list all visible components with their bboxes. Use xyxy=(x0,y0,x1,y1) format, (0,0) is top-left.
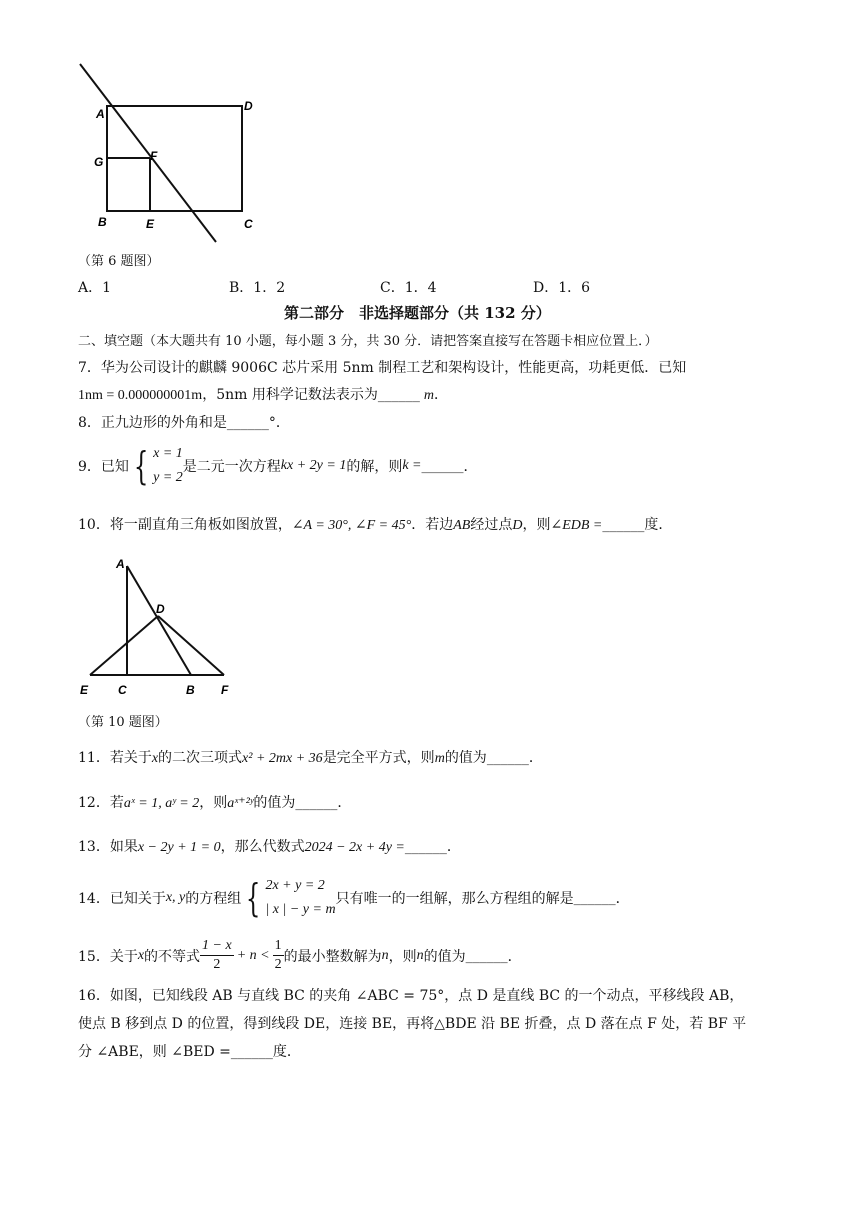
fig6-label-f: F xyxy=(150,149,158,163)
q9-mid: 是二元一次方程 xyxy=(182,459,281,475)
q12-condition: aˣ = 1, aʸ = 2 xyxy=(123,796,200,811)
q11-answer-blank: ______ xyxy=(486,750,529,766)
q9-pre: 9．已知 xyxy=(78,459,129,475)
question-10 xyxy=(78,514,672,534)
q16-answer-blank: ______ xyxy=(230,1044,273,1060)
q15-n1: n xyxy=(381,947,389,963)
q14-brace: { xyxy=(246,876,261,920)
q7-unit: m xyxy=(423,388,434,403)
q10-mid2: 经过点 xyxy=(470,517,513,533)
q15-numerator-left: 1 − x xyxy=(200,937,234,956)
q15-n2: n xyxy=(416,947,424,963)
q9-system xyxy=(153,442,183,490)
figure-question-6 xyxy=(78,60,278,250)
q12-expression: aˣ⁺²ʸ xyxy=(227,796,254,811)
fig6-label-b: B xyxy=(98,215,107,229)
q9-eq1: x = 1 xyxy=(153,446,183,461)
q13-end: ． xyxy=(446,839,461,855)
fig6-label-a: A xyxy=(96,107,105,121)
q7-nm-equation: 1nm = 0.000000001m xyxy=(78,388,203,403)
question-13 xyxy=(78,836,461,856)
fig6-label-c: C xyxy=(244,217,253,231)
q14-post: 只有唯一的一组解，那么方程组的解是 xyxy=(335,891,574,907)
q12-pre: 12．若 xyxy=(78,795,124,811)
q15-end: ． xyxy=(507,948,522,965)
q8-answer-blank: ______ xyxy=(226,415,269,431)
q8-end: °． xyxy=(268,415,290,431)
question-16-line3 xyxy=(78,1041,301,1061)
q10-ab: AB xyxy=(453,518,471,533)
fig10-line-ed xyxy=(90,616,158,675)
q12-end: ． xyxy=(337,795,352,811)
question-8 xyxy=(78,412,290,432)
q15-post3: 的值为 xyxy=(423,948,466,965)
q9-brace: { xyxy=(133,444,149,488)
q8-text: 8．正九边形的外角和是 xyxy=(78,415,227,431)
fig10-label-c: C xyxy=(118,683,127,697)
q9-post: 的解，则 xyxy=(346,459,403,475)
question-11 xyxy=(78,747,543,767)
fig6-label-g: G xyxy=(94,155,104,169)
q15-denominator-left: 2 xyxy=(213,957,221,972)
q13-expression: 2024 − 2x + 4y = xyxy=(304,840,405,855)
fig10-line-ab xyxy=(127,566,191,675)
question-7-line1: 7．华为公司设计的麒麟 9006C 芯片采用 5nm 制程工艺和架构设计，性能更高，功耗更低．已知 xyxy=(78,360,687,376)
fig10-label-a: A xyxy=(116,557,125,571)
q15-x: x xyxy=(137,947,145,963)
q9-eq2: y = 2 xyxy=(153,470,183,485)
q10-answer-blank: ______ xyxy=(602,517,645,533)
fig10-caption: （第 10 题图） xyxy=(78,715,168,730)
q10-target: ∠EDB = xyxy=(550,518,603,533)
q11-pre: 11．若关于 xyxy=(78,750,152,766)
q13-mid: ，那么代数式 xyxy=(220,839,305,855)
q15-pre: 15．关于 xyxy=(78,948,138,965)
question-16-line2: 使点 B 移到点 D 的位置，得到线段 DE，连接 BE，再将△BDE 沿 BE 折叠，点 D 落在点 F 处，若 BF 平 xyxy=(78,1016,747,1032)
fig6-label-d: D xyxy=(244,99,253,113)
question-14 xyxy=(78,874,630,922)
figure-question-10 xyxy=(76,552,246,702)
question-9 xyxy=(78,442,478,490)
q9-end: ． xyxy=(463,459,478,475)
q12-mid: ，则 xyxy=(199,795,228,811)
fig6-caption: （第 6 题图） xyxy=(78,254,160,269)
q9-answer-blank: ______ xyxy=(421,458,464,474)
q15-post2: ，则 xyxy=(388,948,417,965)
q14-end: ． xyxy=(615,891,630,907)
q16-line3-end: 度． xyxy=(272,1044,301,1060)
q15-denominator-right: 2 xyxy=(274,957,282,972)
fig6-label-e: E xyxy=(146,217,155,231)
q6-option-a: A．1 xyxy=(78,280,112,296)
part2-title: 第二部分 非选择题部分（共 132 分） xyxy=(284,304,551,322)
q10-d: D xyxy=(512,518,523,533)
q14-eq1: 2x + y = 2 xyxy=(265,878,325,893)
fig10-line-df xyxy=(158,616,224,675)
q14-system xyxy=(265,874,335,922)
q7-end: ． xyxy=(433,387,448,403)
fig10-label-f: F xyxy=(221,683,229,697)
fig10-label-e: E xyxy=(80,683,89,697)
q15-fraction-right xyxy=(273,937,284,974)
q15-numerator-right: 1 xyxy=(273,937,284,956)
q11-mid2: 是完全平方式，则 xyxy=(322,750,435,766)
q9-var: k = xyxy=(402,458,422,473)
fig10-label-b: B xyxy=(186,683,195,697)
q11-mid: 的二次三项式 xyxy=(158,750,243,766)
q15-post: 的最小整数解为 xyxy=(283,948,382,965)
q10-angles: ∠A = 30°, ∠F = 45° xyxy=(291,518,412,533)
q6-option-c: C．1．4 xyxy=(380,280,437,296)
q16-line3-text: 分 ∠ABE，则 ∠BED = xyxy=(78,1044,231,1060)
q12-post: 的值为 xyxy=(253,795,296,811)
question-15 xyxy=(78,937,522,974)
q14-eq2: | x | − y = m xyxy=(265,902,336,917)
q14-answer-blank: ______ xyxy=(573,890,616,906)
q10-mid: ．若边 xyxy=(411,517,454,533)
q15-answer-blank: ______ xyxy=(465,947,508,964)
q10-mid3: ，则 xyxy=(522,517,551,533)
q14-vars: x, y xyxy=(165,890,186,905)
q11-expression: x² + 2mx + 36 xyxy=(242,751,323,766)
q6-option-d: D．1．6 xyxy=(533,280,591,296)
q11-end: ． xyxy=(528,750,543,766)
q15-plus-n: + n < xyxy=(236,947,270,963)
q7-comma: ， xyxy=(202,387,217,403)
q15-fraction-left xyxy=(200,937,234,974)
question-16-line1: 16．如图，已知线段 AB 与直线 BC 的夹角 ∠ABC = 75°，点 D 是直线 BC 的一个动点，平移线段 AB， xyxy=(78,988,744,1004)
q14-pre: 14．已知关于 xyxy=(78,891,166,907)
q13-pre: 13．如果 xyxy=(78,839,138,855)
q11-post: 的值为 xyxy=(444,750,487,766)
question-12 xyxy=(78,792,351,812)
q12-answer-blank: ______ xyxy=(295,795,338,811)
q10-end: 度． xyxy=(644,517,673,533)
q13-condition: x − 2y + 1 = 0 xyxy=(137,840,221,855)
q11-x: x xyxy=(151,751,159,766)
q7-answer-blank: ______ xyxy=(377,387,420,403)
q13-answer-blank: ______ xyxy=(404,839,447,855)
q11-m: m xyxy=(434,751,445,766)
section2-intro: 二、填空题（本大题共有 10 小题，每小题 3 分，共 30 分．请把答案直接写在答题卡相应位置上．） xyxy=(78,334,658,349)
q10-pre: 10．将一副直角三角板如图放置， xyxy=(78,517,292,533)
fig10-label-d: D xyxy=(156,602,165,616)
q9-equation: kx + 2y = 1 xyxy=(280,458,347,473)
q15-mid: 的不等式 xyxy=(144,948,201,965)
question-7-line2 xyxy=(78,384,448,404)
q7-text: 5nm 用科学记数法表示为 xyxy=(216,387,378,403)
q6-option-b: B．1．2 xyxy=(229,280,286,296)
q14-mid: 的方程组 xyxy=(185,891,242,907)
